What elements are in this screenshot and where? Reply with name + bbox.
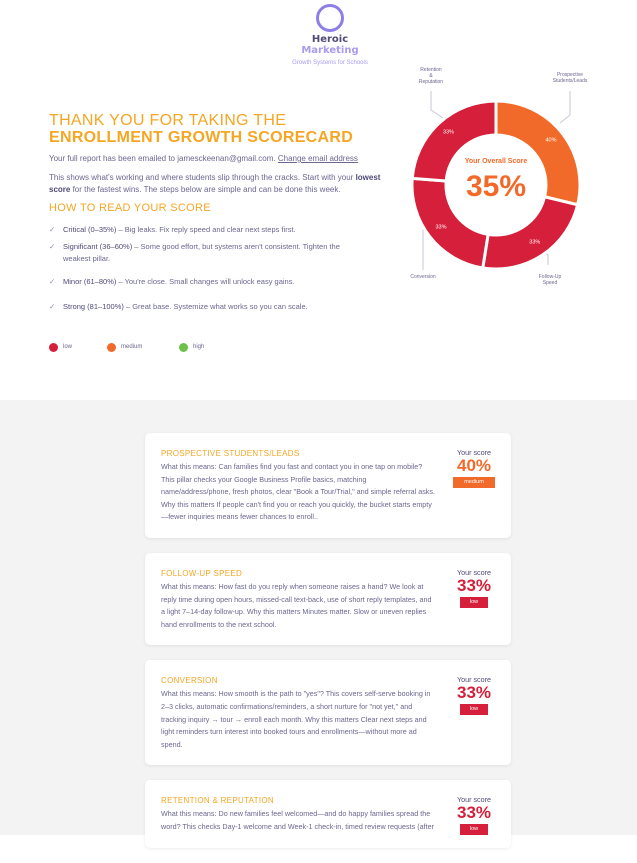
score-badge: low: [460, 704, 488, 715]
check-icon: ✓: [49, 277, 56, 286]
summary-post: for the fastest wins. The steps below are simple and can be done this week.: [70, 185, 341, 194]
pillar-description: What this means: Can families find you fast and contact you in one tap on mobile? This pillar checks your Google Business Profile basics, matching name/address/phone, fresh photos, clear "Book a Tour/Trial," and simple referral asks. Why this matters If people can't find you or reach you quickly, the bucket starts empty—fewer inquiries means fewer chances to enroll..: [161, 462, 435, 522]
page-title-line2: ENROLLMENT GROWTH SCORECARD: [49, 129, 354, 146]
leader-line-retention: [431, 91, 446, 120]
donut-slice-label: 33%: [435, 224, 447, 231]
rule-text: – Some good effort, but systems aren't consistent. Tighten the weakest pillar.: [63, 242, 340, 263]
score-value: 40%: [456, 456, 492, 475]
logo-name-1: Heroic: [311, 34, 349, 45]
logo-name-2: Marketing: [301, 45, 359, 56]
pillar-score: [451, 568, 497, 608]
rule-name: Critical (0–35%): [63, 225, 117, 234]
legend-label: high: [193, 344, 205, 350]
rule-significant: [49, 241, 359, 265]
pillar-title: RETENTION & REPUTATION: [161, 796, 274, 806]
donut-slice-label: 40%: [545, 137, 557, 144]
rule-name: Significant (36–60%): [63, 242, 133, 251]
overall-score-donut-chart: [390, 60, 620, 290]
email-text: Your full report has been emailed to jamesckeenan@gmail.com.: [49, 154, 276, 163]
check-icon: ✓: [49, 242, 56, 251]
score-badge: medium: [453, 477, 495, 488]
legend-medium: [107, 343, 179, 352]
change-email-link[interactable]: Change email address: [277, 154, 358, 163]
donut-center-title: Your Overall Score: [464, 158, 528, 165]
pillar-title: CONVERSION: [161, 676, 218, 686]
pillar-card: [145, 433, 511, 538]
score-value: 33%: [456, 683, 492, 703]
score-badge: low: [460, 824, 488, 835]
rule-strong: [49, 301, 359, 313]
rule-text: – Big leaks. Fix reply speed and clear next steps first.: [116, 225, 296, 234]
check-icon: ✓: [49, 225, 56, 234]
leader-line-prospective: [560, 91, 570, 123]
how-to-read-heading: HOW TO READ YOUR SCORE: [49, 202, 211, 214]
pillar-cards: [145, 433, 511, 863]
check-icon: ✓: [49, 302, 56, 311]
donut-center-value: 35%: [465, 170, 527, 203]
legend-label: medium: [121, 344, 143, 350]
legend-label: low: [63, 344, 73, 350]
pillar-description: What this means: How smooth is the path to "yes"? This covers self-serve booking in 2–3 clicks, automatic confirmations/reminders, a short nurture for "not yet," and tracking inquiry → tour → enroll each month. Why this matters Clear next steps and light reminders turn interest into booked tours and enrollments—without more ad spend.: [161, 689, 431, 749]
pillar-score: [451, 448, 497, 488]
label-followup: Follow-Up Speed: [538, 274, 562, 286]
legend: [49, 343, 385, 352]
score-badge: low: [460, 597, 488, 608]
donut-slice-label: 33%: [529, 239, 541, 246]
label-retention: Retention & Reputation: [418, 67, 444, 85]
brand-logo[interactable]: [290, 4, 370, 66]
summary-pre: This shows what's working and where students slip through the cracks. Start with your: [49, 173, 356, 182]
score-value: 33%: [456, 575, 492, 595]
pillar-title: FOLLOW-UP SPEED: [161, 568, 243, 578]
pillar-card: [145, 660, 511, 765]
summary-text: [49, 172, 385, 196]
rule-name: Strong (81–100%): [63, 302, 124, 311]
rule-minor: [49, 276, 359, 288]
donut-slice-label: 33%: [442, 129, 455, 136]
rule-text: – You're close. Small changes will unlock easy gains.: [116, 277, 295, 286]
summary-bold: lowest score: [49, 173, 381, 194]
page-title-line1: THANK YOU FOR TAKING THE: [49, 112, 287, 129]
pillar-description: What this means: How fast do you reply when someone raises a hand? We look at reply time during open hours, missed-call text-back, use of short reply templates, and a light 7–14-day follow-up. Why this matters Minutes matter. Slow or uneven replies hand enrollments to the next school.: [161, 581, 432, 629]
legend-dot-icon: [49, 343, 58, 352]
rule-name: Minor (61–80%): [63, 277, 117, 286]
pillar-description: What this means: Do new families feel welcomed—and do happy families spread the word? This checks Day-1 welcome and Week-1 check-in, timed review requests (after: [161, 809, 434, 831]
legend-dot-icon: [179, 343, 188, 352]
legend-low: [49, 343, 107, 352]
pillar-card: [145, 780, 511, 847]
email-notice: [49, 153, 385, 165]
score-label: Your score: [456, 795, 492, 805]
logo-tagline: Growth Systems for Schools: [292, 60, 368, 66]
rule-text: – Great base. Systemize what works so you can scale.: [123, 302, 308, 311]
score-value: 33%: [456, 803, 492, 823]
intro-column: [49, 112, 385, 352]
pillar-score: [451, 795, 497, 835]
rule-critical: [49, 224, 359, 236]
score-label: Your score: [456, 567, 492, 577]
pillar-card: [145, 553, 511, 645]
score-label: Your score: [456, 448, 492, 457]
label-prospective: Prospective Students/Leads: [552, 72, 588, 84]
label-conversion: Conversion: [410, 274, 436, 280]
donut-slice-1[interactable]: [483, 197, 578, 269]
legend-dot-icon: [107, 343, 116, 352]
score-label: Your score: [456, 675, 492, 685]
legend-high: [179, 343, 204, 352]
logo-ring-icon: [316, 4, 344, 32]
pillar-title: PROSPECTIVE STUDENTS/LEADS: [161, 449, 300, 458]
pillar-score: [451, 675, 497, 715]
